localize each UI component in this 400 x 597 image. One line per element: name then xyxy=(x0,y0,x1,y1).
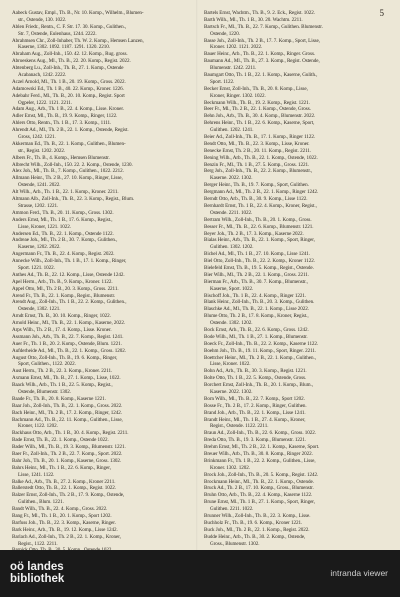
entry-continuation-line: Ostende, 1220. xyxy=(210,30,240,37)
directory-entry-line: Bach Heinr., Ml., Th. 2 B., 17. 2. Komp., Ringer, 1242. xyxy=(12,409,122,416)
directory-entry-line: Apel Herm., Arb., Th. B., 9. Komp., Kroner. 1122. xyxy=(12,278,113,285)
entry-continuation-line: Ostende, Blumenstr. 1302. xyxy=(18,388,71,395)
directory-entry-line: Adebahr Ferd., Ml., Th. B., 20. 10. Komp., Regist. Sport xyxy=(12,92,125,99)
directory-entry-line: Bischoff Joh., Th. 1 B., 22. 4. Komp., Ringer 1221. xyxy=(204,292,307,299)
directory-entry-line: Angermann Fr., Th. B., 22. 4. Komp., Regist. 2022. xyxy=(12,251,115,258)
directory-entry-line: Baar Joh., Zoll-Inh., Th. B., 22. 1. Komp., Gross. 2022. xyxy=(12,402,123,409)
directory-entry-line: Buck Joh., Ml., Th. 2 B., 22. 1. Komp., Regist. 2022. xyxy=(204,526,310,533)
directory-entry-line: Arendt Aug., Zoll-Inh., Th. 1 B., 22. 2. Komp., Gulithen., xyxy=(12,299,127,306)
directory-entry-line: Bader Wilh., Ml., Th. B., 19. 3. Komp., Blumenstr. 1221. xyxy=(12,444,126,451)
directory-entry-line: Brock Joh., Zoll-Inh., Th. B., 20. 5. Komp., Regist. 1242. xyxy=(204,471,319,478)
directory-entry-line: Bachmann Ad., Th. B., 22. 11. Komp., Gulithen., Lisse, xyxy=(12,416,123,423)
directory-entry-line: Boeck Fr., Zoll-Inh., Th. B., 22. 2. Komp., Kaserne 1122. xyxy=(204,340,319,347)
directory-entry-line: Barth Wilh., Ml., Th. 1 B., 30. 20. Wachtm. 2211. xyxy=(204,16,303,23)
directory-entry-line: Blank Heinr., Zoll-Inh., Th. B., 20. 3. Komp., Gulithen. xyxy=(204,299,315,306)
directory-entry-line: Besser Fr., Ml., Th. B., 22. 6. Komp., Blumenstr. 1221. xyxy=(204,223,314,230)
entry-continuation-line: Lisse, 1241. 1122. xyxy=(18,471,55,478)
directory-entry-line: Aczel Arnold, Ml., Th. 1 B., 20. 19. Komp., Gross. 2022. xyxy=(12,78,126,85)
directory-entry-line: Altmann Alb., Zoll-Inh., Th. B., 22. 3. Komp., Regist., Blum. xyxy=(12,196,135,203)
directory-entry-line: Behrens Heinr., Th. 1 B., 22. 6. Komp., Kaserne, Sport, xyxy=(204,120,315,127)
directory-entry-line: Beckmann Wilh., Th. B., 19. 2. Komp., Regist. 1221. xyxy=(204,99,310,106)
entry-continuation-line: Gulithen. 2211. 1022. xyxy=(210,506,254,513)
directory-entry-line: Berg Joh., Zoll-Inh., Th. B., 22. 2. Komp., Blumenstr., xyxy=(204,168,313,175)
directory-entry-line: Adamowski Ed., Th. 1 B., 40. 22. Komp., Kroner. 1226. xyxy=(12,85,124,92)
directory-entry-line: Arndt Ernst, Th. B., 30. 10. Komp., Ringer, 1022. xyxy=(12,313,111,320)
directory-entry-line: Bang Fr., Ml., Th. 1 B., 20. 1. Komp., Sport 1202. xyxy=(12,513,112,520)
directory-entry-line: Breda Otto, Th. B., 19. 3. Komp., Blumenstr. 1221. xyxy=(204,437,307,444)
directory-entry-line: Aufderheide Ad., Ml., Th. B., 22. 1. Komp., Gross. 1202. xyxy=(12,347,126,354)
directory-entry-line: Abtenberg Lu., Zoll-Inh., Th. B., 27. 1. Komp., Ostende xyxy=(12,65,124,72)
entry-continuation-line: Gulithen. 1202. 1241. xyxy=(210,127,254,134)
directory-entry-line: Buchholz Fr., Th. B., 19. 6. Komp., Kroner 1221. xyxy=(204,519,303,526)
entry-continuation-line: Sport, Gulithen., 1122. 2022. xyxy=(18,361,76,368)
directory-entry-line: Brandt Heinr., Ml., Th. 1 B., 27. 4. Komp., Kroner, xyxy=(204,416,306,423)
directory-entry-line: Brinkmann Fr., Th. 1 B., 22. 2. Komp., Gulithen., Lisse, xyxy=(204,457,316,464)
directory-entry-line: Brunner Wilh., Zoll-Inh., Th. B., 22. 3. Komp., Lisse. xyxy=(204,513,311,520)
directory-entry-line: Albers Fr., Th. B., 4. Komp., Hemsen Blumenstr. xyxy=(12,154,110,161)
entry-continuation-line: Ostende. 2211. 1022. xyxy=(210,209,253,216)
logo-line-1: oö landes xyxy=(10,561,64,573)
directory-entry-line: Beier Ad., Zoll-Inh., Th. B., 17. 1. Komp., Ringer 1122. xyxy=(204,134,316,141)
directory-entry-line: Brehm Ernst, Ml., Th. 2 B., 22. 1. Komp., Kaserne, Sport. xyxy=(204,444,320,451)
directory-entry-line: Axmann Ernst, Ml., Th. B., 27. 1. Komp., Lisse, 1022. xyxy=(12,375,121,382)
directory-entry-line: Alt Wilh., Arb., Th. 1 B., 22. 1. Komp., Kroner. 2211. xyxy=(12,189,119,196)
directory-entry-line: Born Wilh., Ml., Th. B., 22. 7. Komp., Sport 1202. xyxy=(204,395,305,402)
entry-continuation-line: Lisse, Kroner, 1221. 1022. xyxy=(18,223,71,230)
entry-continuation-line: Kaserne. 2022. 1302. xyxy=(210,175,253,182)
directory-entry-line: Andersen Ed., Th. B., 22. 1. Komp., Ostende 1122. xyxy=(12,230,114,237)
directory-entry-line: Balzer Ernst, Zoll-Inh., Th. 2 B., 17. 9. Komp., Ostende, xyxy=(12,492,125,499)
directory-entry-line: Baumgart Otto, Th. 1 B., 22. 1. Komp., Kaserne, Gulith., xyxy=(204,72,318,79)
entry-continuation-line: Regist., 1122. 2211. xyxy=(18,540,58,547)
directory-entry-line: Behn Joh., Arb., Th. B., 30. 4. Komp., Blumenstr. 2022. xyxy=(204,113,316,120)
directory-entry-line: Blaschke Ad., Ml., Th. B., 22. 1. Komp., Lisse 2022. xyxy=(204,306,309,313)
directory-entry-line: Ahlers Otto, Rentn., Th. 1 B., 17. 3. Komp., 1111. xyxy=(12,120,112,127)
directory-entry-line: Basse Joh., Zoll-Inh., Th. 2 B., 17. 7. Komp., Sport, Lisse, xyxy=(204,37,320,44)
directory-entry-line: Beyer Joh., Th. 2 B., 17. 3. Komp., Kaserne 2022. xyxy=(204,230,304,237)
directory-entry-line: Braun Ad., Zoll-Inh., Th. B., 22. 6. Komp., Gross. 1022. xyxy=(204,430,316,437)
text-column-left xyxy=(12,10,194,554)
directory-entry-line: Bark Heinr., Arb., Th. B., 19. 12. Komp., Lisse 1242. xyxy=(12,526,118,533)
entry-continuation-line: Kaserne, Sport. 1022. xyxy=(210,285,254,292)
directory-entry-line: Albrecht Wilh., Zoll-Inh., 150. 22. 2. Komp., Ostende, 1230. xyxy=(12,161,133,168)
directory-entry-line: Bandt Wilh., Th. B., 22. 4. Komp., Gross. 2022. xyxy=(12,506,108,513)
entry-continuation-line: Ostende, 1302. 1221. xyxy=(18,306,61,313)
directory-entry-line: Adler Ernst, Ml., Th. B., 19. 9. Komp., Ringer, 1122. xyxy=(12,113,118,120)
directory-entry-line: Bolte Otto, Th. 1 B., 22. 5. Komp., Ostende, Gross. xyxy=(204,375,307,382)
entry-continuation-line: Kroner. 1302. 1202. xyxy=(210,464,250,471)
page-gutter xyxy=(196,0,198,550)
entry-continuation-line: Sport. 1122. xyxy=(210,78,235,85)
directory-entry-line: Bichel Ad., Ml., Th. 1 B., 27. 10. Komp., Lisse 1241. xyxy=(204,251,310,258)
directory-entry-line: Anthes Ad., Th. B., 22. 12. Komp., Lisse, Ostende 1242. xyxy=(12,271,125,278)
directory-entry-line: Bialas Heinr., Arb., Th. B., 22. 1. Komp., Sport, Ringer, xyxy=(204,237,315,244)
directory-entry-line: Bernhardt Ernst, Th. 1 B., 22. 4. Komp., Kroner, Regist., xyxy=(204,202,317,209)
directory-entry-line: Baack Wilh., Arb., Th. 1 B., 22. 5. Komp., Regist., xyxy=(12,382,113,389)
directory-entry-line: Ammon Ferd., Th. B., 20. 11. Komp., Gross. 1302. xyxy=(12,209,114,216)
directory-entry-line: Bier Wilh., Ml., Th. 2 B., 22. 1. Komp., Gross. 2211. xyxy=(204,271,310,278)
entry-continuation-line: Kroner. 1202. 1121. 2022. xyxy=(210,44,263,51)
viewer-footer xyxy=(0,550,400,597)
entry-continuation-line: Strasse, 1202. 1221. xyxy=(18,202,59,209)
directory-entry-line: Abrahmsen Chr., Zoll-Inhaber, Th. W. 2. Komp., Hemsen Lanzen, xyxy=(12,37,144,44)
entry-continuation-line: Acabanach, 1242. 2222. xyxy=(18,72,67,79)
directory-entry-line: August Otto, Zoll-Inh., Th. B., 19. 6. Komp., Ringer, xyxy=(12,354,118,361)
directory-entry-line: Bierman Fr., Arb., Th. B., 30. 7. Komp., Blumenstr., xyxy=(204,278,308,285)
directory-entry-line: Brune Ernst, Ml., Th. 1 B., 27. 1. Komp., Sport, Ringer, xyxy=(204,499,315,506)
directory-entry-line: Arps Wilh., Th. 2 B., 17. 4. Komp., Lisse. Kroner. xyxy=(12,326,112,333)
directory-entry-line: Bendt Otto, Ml., Th. B., 22. 3. Komp., Lisse, Kroner. xyxy=(204,140,310,147)
directory-entry-line: Balke Ad., Arb., Th. B., 27. 2. Komp., Kroner 2211. xyxy=(12,478,116,485)
directory-entry-line: Beer Fr., Ml., Th. 2 B., 22. 1. Komp., Ostende, Gross. xyxy=(204,106,311,113)
directory-entry-line: Appel Otto, Ml., Th. 2 B., 20. 3. Komp., Gross. 2211. xyxy=(12,285,119,292)
directory-entry-line: Benzin Fr., Ml., Th. 1 B., 27. 5. Komp., Gross. 1221. xyxy=(204,161,310,168)
entry-continuation-line: Ostende, 1241. 2022. xyxy=(18,182,61,189)
directory-entry-line: Budde Heinr., Arb., Th. B., 30. 2. Komp., Ostende, xyxy=(204,533,306,540)
directory-entry-line: Abroeskens Aug., Ml., Th. B., 22. 20. Komp., Regist. 2022. xyxy=(12,58,131,65)
entry-continuation-line: Lisse, Kroner. 1022. xyxy=(210,361,251,368)
directory-entry-line: Assmann Joh., Arb., Th. B., 22. 7. Komp., Regist. 1241. xyxy=(12,333,124,340)
directory-entry-line: Berndt Otto, Arb., Th. B., 30. 9. Komp., Lisse 1122. xyxy=(204,196,308,203)
directory-entry-line: Baer Fr., Zoll-Inh., Th. 2 B., 22. 7. Komp., Sport. 2022. xyxy=(12,451,123,457)
entry-continuation-line: Ostende. 1302. 1202. xyxy=(210,320,253,327)
entry-continuation-line: Gross, 1242. 1221. xyxy=(18,134,56,141)
directory-entry-line: Barfuss Joh., Th. B., 22. 3. Komp., Kaserne, Ringer. xyxy=(12,519,116,526)
directory-entry-line: Bening Wilh., Arb., Th. B., 22. 1. Komp., Ostende, 1022. xyxy=(204,154,318,161)
directory-entry-line: Berger Heinr., Th. B., 19. 7. Komp., Sport, Gulithen. xyxy=(204,182,309,189)
directory-entry-line: Andreae Joh., Ml., Th. 2 B., 30. 7. Komp., Gulithen., xyxy=(12,237,118,244)
directory-entry-line: Baade Fr., Th. B., 20. 8. Komp., Kaserne 1221. xyxy=(12,395,106,402)
entry-continuation-line: Kaserne, 1202. 2022. xyxy=(18,244,61,251)
directory-entry-line: Bahr Joh., Th. B., 20. 1. Komp., Kaserne, Gross. 1302. xyxy=(12,457,122,464)
directory-entry-line: Anders Ernst, Ml., Th. 1 B., 17. 6. Komp., Regist., xyxy=(12,216,113,223)
entry-continuation-line: Ogpeler, 1222. 1121. 2211. xyxy=(18,99,72,106)
directory-entry-line: Brand Joh., Arb., Th. B., 22. 1. Komp., Lisse 1241. xyxy=(204,409,306,416)
directory-entry-line: Ahrendt Ad., Ml., Th. 2 B., 22. 1. Komp., Ostende, Regist. xyxy=(12,127,129,134)
directory-entry-line: Boehm Joh., Th. B., 19. 11. Komp., Sport, Ringer. 2211. xyxy=(204,347,317,354)
entry-continuation-line: Sport. 1221. 1022. xyxy=(18,264,55,271)
directory-entry-line: Allmann Heinr., Th. 2 B., 27. 10. Komp., Ringer, Lisse, xyxy=(12,175,123,182)
directory-entry-line: Arend Fr., Th. B., 22. 1. Komp., Regist., Blumenstr. xyxy=(12,292,116,299)
entry-continuation-line: Gulithen. 1302. 1202. xyxy=(210,244,254,251)
directory-entry-line: Baumann Ad., Ml., Th. B., 27. 3. Komp., Regist. Ostende, xyxy=(204,58,320,65)
directory-entry-line: Bielefeld Ernst, Th. B., 19. 5. Komp., Regist., Ostende. xyxy=(204,264,314,271)
directory-entry-line: Abraham Aug., Zoll-Inh., 150. 42. 12. Komp., Rug. gross. xyxy=(12,51,128,58)
entry-continuation-line: Kaserne, 1302. 1092. 1187. 1291. 1320. 2210. xyxy=(18,44,110,51)
directory-entry-line: Biel Otto, Zoll-Inh., Th. B., 22. 2. Komp., Kroner 1122. xyxy=(204,258,315,265)
directory-entry-line: Aust Herm., Th. 2 B., 22. 3. Komp., Kroner. 2211. xyxy=(12,368,113,375)
directory-entry-line: Brockmann Heinr., Ml., Th. B., 22. 1. Komp., Ostende. xyxy=(204,478,314,485)
directory-entry-line: Auer Fr., Th. 1 B., 20. 2. Komp., Ostende, Blum. 1221. xyxy=(12,340,122,347)
directory-entry-line: Bartsch Fr., Ml., Th. B., 22. 7. Komp., Gulithen. Blumenstr. xyxy=(204,23,323,30)
directory-entry-line: Breuer Wilh., Arb., Th. B., 30. 8. Komp., Ringer 2022. xyxy=(204,451,313,457)
directory-entry-line: Alex Joh., Ml., Th. B., 7. Komp., Gulithen., 1022. 2212. xyxy=(12,168,124,175)
entry-continuation-line: Kroner, Ringer. 1302. 1022. xyxy=(210,92,266,99)
directory-entry-line: Adam Aug., Arb., Th. 1 B., 22. 4. Komp., Lisse. Kroner. xyxy=(12,106,124,113)
entry-continuation-line: str., Regist. 1202. 2022. xyxy=(18,147,66,154)
directory-entry-line: Arnold Heinr., Ml., Th. B., 22. 1. Komp., Kaserne, 2022. xyxy=(12,320,126,327)
page-number: 5 xyxy=(379,8,384,18)
directory-entry-line: Bruck Ad., Th. 2 B., 17. 10. Komp., Gross., Blumenstr. xyxy=(204,485,314,492)
directory-entry-line: Barlach Ad., Zoll-Inh., Th. 2 B., 22. 1. Komp., Kroner, xyxy=(12,533,121,540)
directory-entry-line: Bartels Ernst, Wachtm., Th. B., 9. 2. Eck., Regist. 1022. xyxy=(204,10,316,16)
directory-entry-line: Ablen Friedr., Rentn., C. F. Str. 17. 30. Komp., Gulithen., xyxy=(12,23,127,30)
entry-continuation-line: Gulithen., Blum. 1221. xyxy=(18,499,64,506)
directory-entry-line: Boettcher Heinr., Ml., Th. 2 B., 22. 1. Komp., Gulithen., xyxy=(204,354,316,361)
viewer-label[interactable]: intranda viewer xyxy=(330,568,388,578)
directory-entry-line: Blume Otto, Th. 2 B., 17. 8. Komp., Kroner, Regist., xyxy=(204,313,309,320)
directory-entry-line: Benecke Ernst, Th. 2 B., 20. 11. Komp., Regist. 2211. xyxy=(204,147,312,154)
directory-entry-line: Bohn Ad., Arb., Th. B., 30. 3. Komp., Regist. 1221. xyxy=(204,368,307,375)
directory-entry-line: Bauer Heinr., Arb., Th. B., 22. 1. Komp., Ringer. Gross. xyxy=(204,51,316,58)
library-logo[interactable] xyxy=(10,561,64,585)
entry-continuation-line: Regist., Ostende. 1122. 2211. xyxy=(210,423,269,430)
entry-continuation-line: Str. 7, Ostende, Eulenhaus, 1244. 2222. xyxy=(18,30,97,37)
entry-continuation-line: Kaserne. 2022. 1302. xyxy=(210,388,253,395)
entry-continuation-line: Kroner, 1122. 1202. xyxy=(18,423,58,430)
directory-entry-line: Bertram Wilh., Zoll-Inh., Th. B., 20. 1. Komp., Gross. xyxy=(204,216,312,223)
directory-entry-line: Bock Ernst, Arb., Th. B., 22. 6. Komp., Gross. 1242. xyxy=(204,326,309,333)
text-column-right xyxy=(204,10,386,547)
directory-entry-line: Backhaus Otto, Arb., Th. 1 B., 30. 4. Komp., Regist. 2211. xyxy=(12,430,129,437)
directory-entry-line: Akkerman Ed., Th. B., 22. 1. Komp., Gulithen., Blumen- xyxy=(12,140,126,147)
entry-continuation-line: str., Ostende, 130. 1022. xyxy=(18,16,67,23)
directory-entry-line: Bosse Fr., Th. 2 B., 17. 2. Komp., Ringer, Gulithen. xyxy=(204,402,307,409)
directory-entry-line: Bade Ernst, Th. B., 22. 1. Komp., Ostende 1022. xyxy=(12,437,109,444)
directory-entry-line: Bode Wilh., Ml., Th. 1 B., 27. 1. Komp., Blumenstr. xyxy=(204,333,308,340)
entry-continuation-line: Blumenstr. 1242. 2211. xyxy=(210,65,257,72)
entry-continuation-line: Gross., Blumenstr. 1302. xyxy=(210,540,260,547)
directory-entry-line: Bergmann Ad., Ml., Th. 2 B., 22. 1. Komp., Ringer 1242. xyxy=(204,189,319,196)
directory-entry-line: Ballerstedt Otto, Th. B., 22. 1. Komp., Regist. 1022. xyxy=(12,485,116,492)
logo-line-2: bibliothek xyxy=(10,573,65,585)
directory-entry-line: Aabeck Gustav, Empl., Th. B., Nr. 10. Komp., Wilhelm., Blumen- xyxy=(12,10,144,16)
directory-entry-line: Annecke Wilh., Zoll-Inh., Th. 1 B., 17. 1. Komp., Ringer, xyxy=(12,258,127,265)
directory-entry-line: Bahrs Heinr., Ml., Th. 1 B., 22. 6. Komp., Ringer, xyxy=(12,464,111,471)
directory-entry-line: Bruhn Otto, Arb., Th. B., 22. 4. Komp., Kaserne 1122. xyxy=(204,492,313,499)
directory-entry-line: Becker Ernst, Zoll-Inh., Th. B., 20. 8. Komp., Lisse, xyxy=(204,85,308,92)
directory-entry-line: Borchert Ernst, Zoll-Inh., Th. B., 20. 1. Komp., Blum., xyxy=(204,382,313,389)
